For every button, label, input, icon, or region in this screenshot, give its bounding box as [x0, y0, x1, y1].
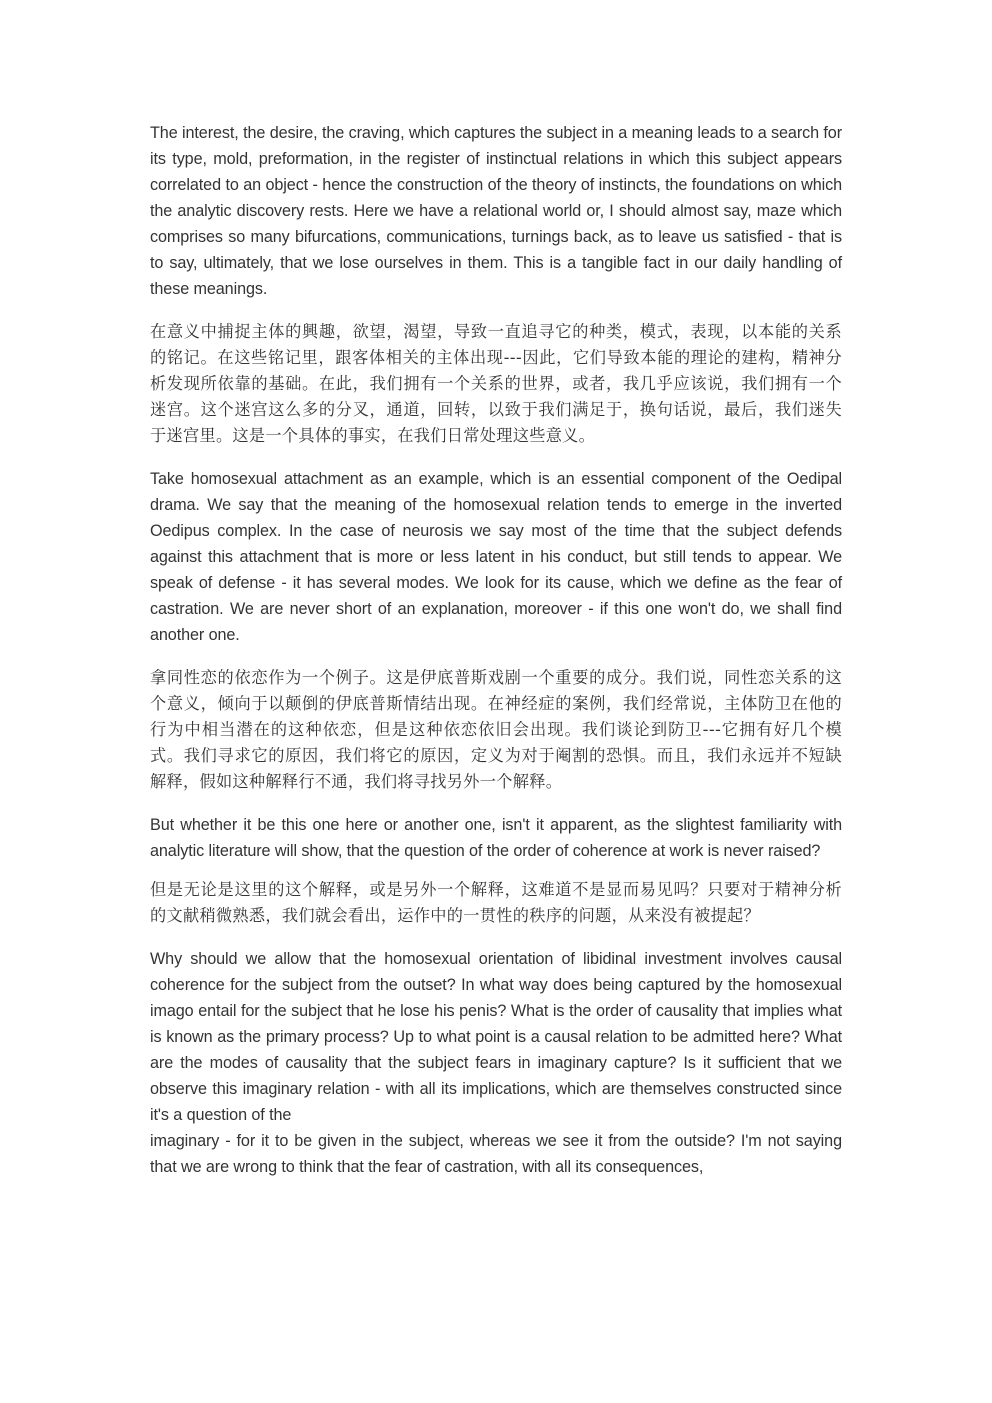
paragraph-1-english: The interest, the desire, the craving, which captures the subject in a meaning leads to a search for its type, mold, preformation, in the register of instinctual relations in which this subject appears correlated to an object - hence the construction of the theory of instincts, the foundations on which the analytic discovery rests. Here we have a relational world or, I should almost say, maze which comprises so many bifurcations, communications, turnings back, as to leave us satisfied - that is to say, ultimately, that we lose ourselves in them. This is a tangible fact in our daily handling of these meanings.: [150, 124, 842, 298]
paragraph-4-english: Why should we allow that the homosexual orientation of libidinal investment involves causal coherence for the subject from the outset? In what way does being captured by the homosexual imago entail for the subject that he lose his penis? What is the order of causality that implies what is known as the primary process? Up to what point is a causal relation to be admitted here? What are the modes of causality that the subject fears in imaginary capture? Is it sufficient that we observe this imaginary relation - with all its implications, which are themselves constructed since it's a question of the: [150, 950, 842, 1124]
paragraph-1-chinese: 在意义中捕捉主体的興趣，欲望，渴望，导致一直追寻它的种类，模式，表现，以本能的关系的铭记。在这些铭记里，跟客体相关的主体出现---因此，它们导致本能的理论的建构，精神分析发现所依靠的基础。在此，我们拥有一个关系的世界，或者，我几乎应该说，我们拥有一个迷宫。这个迷宫这么多的分叉，通道，回转，以致于我们满足于，换句话说，最后，我们迷失于迷宫里。这是一个具体的事实，在我们日常处理这些意义。: [150, 322, 842, 445]
paragraph-2-english: Take homosexual attachment as an example, which is an essential component of the Oedipal drama. We say that the meaning of the homosexual relation tends to emerge in the inverted Oedipus complex. In the case of neurosis we say most of the time that the subject defends against this attachment that is more or less latent in his conduct, but still tends to appear. We speak of defense - it has several modes. We look for its cause, which we define as the fear of castration. We are never short of an explanation, moreover - if this one won't do, we shall find another one.: [150, 470, 842, 644]
paragraph-2-chinese: 拿同性恋的依恋作为一个例子。这是伊底普斯戏剧一个重要的成分。我们说，同性恋关系的这个意义，倾向于以颠倒的伊底普斯情结出现。在神经症的案例，我们经常说，主体防卫在他的行为中相当潜在的这种依恋，但是这种依恋依旧会出现。我们谈论到防卫---它拥有好几个模式。我们寻求它的原因，我们将它的原因，定义为对于阉割的恐惧。而且，我们永远并不短缺解释，假如这种解释行不通，我们将寻找另外一个解释。: [150, 668, 842, 791]
paragraph-3-english: But whether it be this one here or another one, isn't it apparent, as the slightest familiarity with analytic literature will show, that the question of the order of coherence at work is never raised?: [150, 816, 842, 860]
paragraph-3-chinese: 但是无论是这里的这个解释，或是另外一个解释，这难道不是显而易见吗？只要对于精神分析的文献稍微熟悉，我们就会看出，运作中的一贯性的秩序的问题，从来没有被提起？: [150, 880, 842, 925]
paragraph-4-english-continuation: imaginary - for it to be given in the subject, whereas we see it from the outside? I'm not saying that we are wrong to think that the fear of castration, with all its consequences,: [150, 1132, 842, 1176]
document-page: [150, 120, 842, 1180]
